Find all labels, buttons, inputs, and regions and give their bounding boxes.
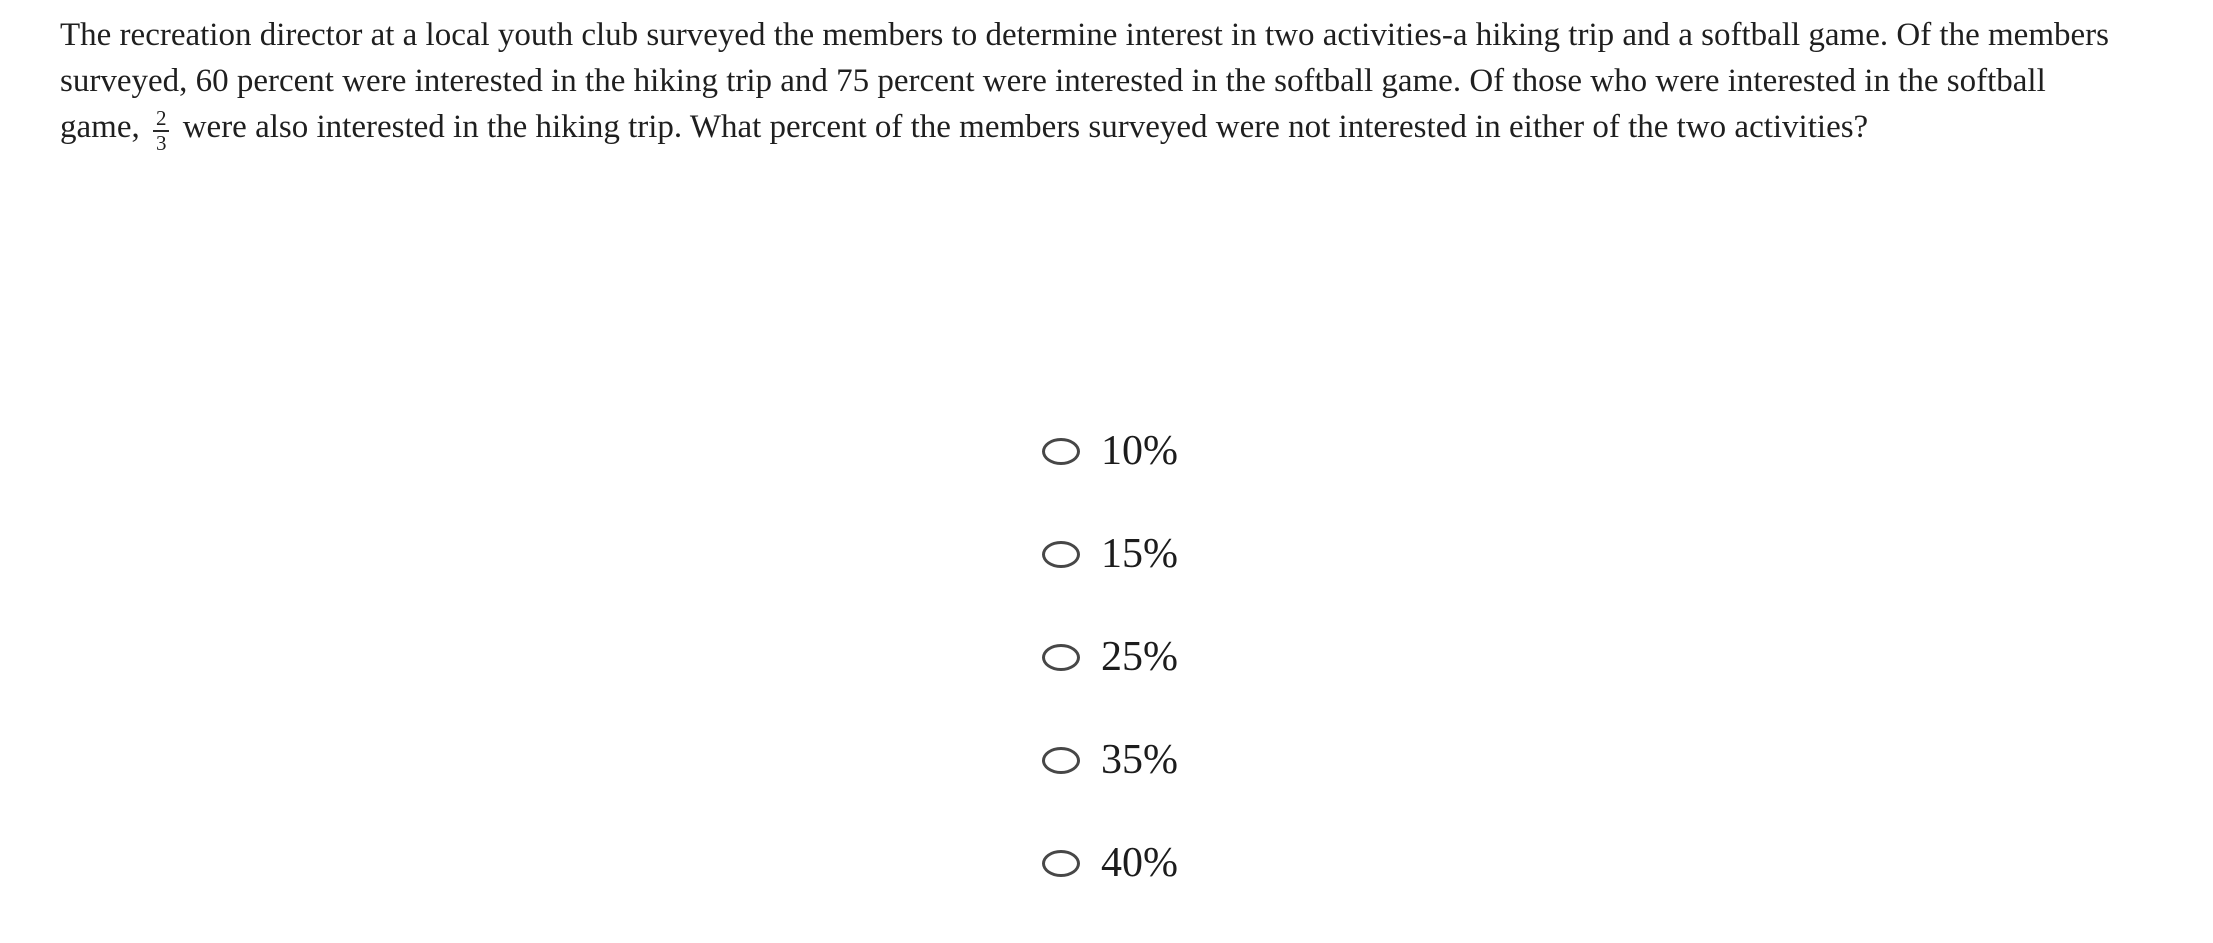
radio-button-icon[interactable] [1042, 438, 1080, 465]
fraction [153, 107, 170, 154]
answer-option-row[interactable] [1042, 734, 1178, 786]
answer-option-label[interactable]: 35% [1101, 737, 1178, 783]
radio-button-icon[interactable] [1042, 747, 1080, 774]
radio-button-icon[interactable] [1042, 541, 1080, 568]
fraction-denominator: 3 [153, 130, 170, 155]
answer-option-label[interactable]: 10% [1101, 428, 1178, 474]
answer-option-row[interactable] [1042, 528, 1178, 580]
answer-option-label[interactable]: 25% [1101, 634, 1178, 680]
question-text-before-fraction: The recreation director at a local youth club surveyed the members to determine interest in two activities-a hiking trip and a softball game. Of the members surveyed, 60 percent were interested in the hiking trip and 75 percent were interested in the softball game. Of those who were interested in the softball game, [60, 17, 2109, 145]
answer-option-row[interactable] [1042, 837, 1178, 889]
radio-button-icon[interactable] [1042, 850, 1080, 877]
radio-button-icon[interactable] [1042, 644, 1080, 671]
answer-option-label[interactable]: 40% [1101, 840, 1178, 886]
fraction-numerator: 2 [155, 106, 167, 131]
answer-option-row[interactable] [1042, 425, 1178, 477]
answer-options-list [1042, 425, 1178, 940]
answer-option-row[interactable] [1042, 631, 1178, 683]
question-text-after-fraction: were also interested in the hiking trip. What percent of the members surveyed were not interested in either of the two activities? [182, 109, 1869, 145]
answer-option-label[interactable]: 15% [1101, 531, 1178, 577]
question-text [60, 12, 2115, 155]
